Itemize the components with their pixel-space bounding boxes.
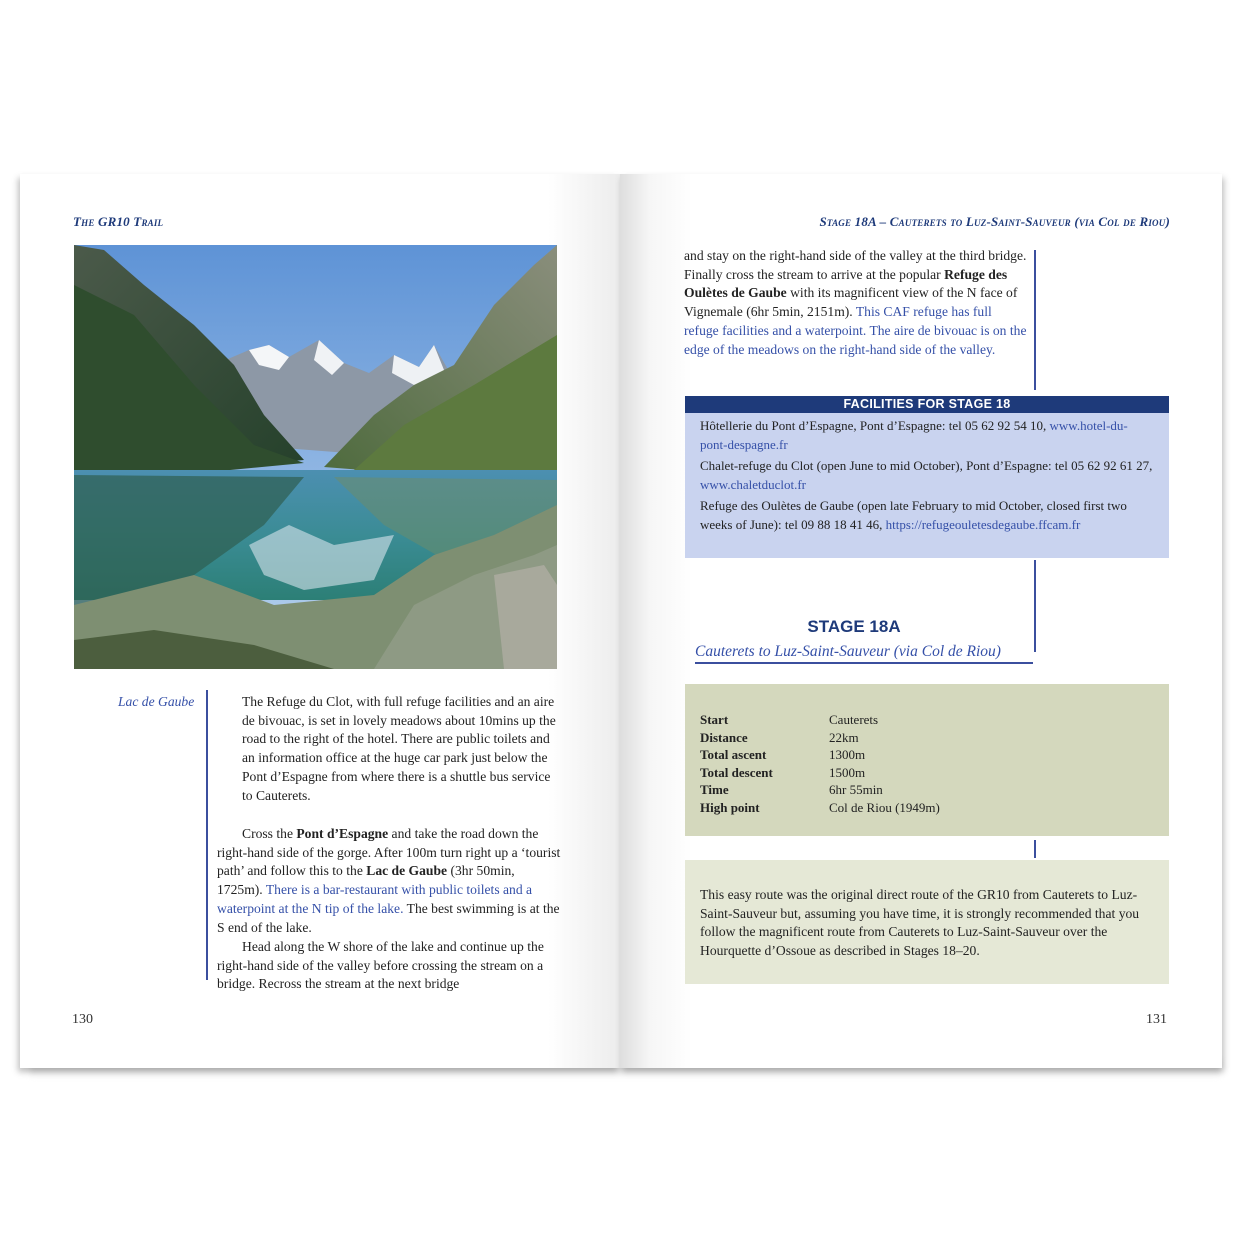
paragraph-w-shore: Head along the W shore of the lake and continue up the right-hand side of the valley before crossing the stream on a bridge. Recross the stream at the next bridge [217, 939, 544, 992]
facility-link[interactable]: www.chaletduclot.fr [700, 476, 807, 492]
margin-rule-right-top [1034, 250, 1036, 390]
running-head-right: Stage 18A – Cauterets to Luz-Saint-Sauveur (via Col de Riou) [819, 214, 1170, 229]
facility-item: Hôtellerie du Pont d’Espagne, Pont d’Espagne: tel 05 62 92 54 10, www.hotel-du-pont-despagne.fr [700, 418, 1128, 452]
paragraph-continued: and stay on the right-hand side of the valley at the third bridge. Finally cross the stream to arrive at the popular Refuge des Oulètes de Gaube with its magnificent view of the N face of Vignemale (6hr 5min, 2151m). This CAF refuge has full refuge facilities and a waterpoint. The aire de bivouac is on the edge of the meadows on the right-hand side of the valley. [684, 248, 1027, 357]
info-row: High point Col de Riou (1949m) [700, 799, 940, 815]
facility-item: Refuge des Oulètes de Gaube (open late February to mid October, closed first two weeks of June): tel 09 88 18 41 46, https://refugeouletesdegaube.ffcam.fr [700, 498, 1127, 532]
lac-de-gaube-image [74, 245, 557, 669]
info-row: Total descent 1500m [700, 764, 866, 780]
margin-rule-right-mid [1034, 560, 1036, 652]
running-head-left: The GR10 Trail [73, 214, 164, 229]
stage-title: STAGE 18A [807, 617, 901, 636]
stage-subtitle: Cauterets to Luz-Saint-Sauveur (via Col de Riou) [695, 643, 1001, 660]
facility-item: Chalet-refuge du Clot (open June to mid October), Pont d’Espagne: tel 05 62 92 61 27, www.chaletduclot.fr [700, 458, 1153, 492]
stage-underline [695, 662, 1033, 664]
page-number-right: 131 [1146, 1012, 1167, 1027]
info-row: Time 6hr 55min [700, 782, 883, 797]
info-row: Distance 22km [700, 729, 859, 745]
facility-link[interactable]: www.hotel-du-pont-despagne.fr [700, 418, 1128, 452]
paragraph-pont-despagne: Cross the Pont d’Espagne and take the road down the right-hand side of the gorge. After 100m turn right up a ‘tourist path’ and follow this to the Lac de Gaube (3hr 50min, 1725m). There is a bar-restaurant with public toilets and a waterpoint at the N tip of the lake. The best swimming is at the S end of the lake. [217, 826, 561, 935]
photo-caption: Lac de Gaube [118, 694, 195, 709]
facility-link[interactable]: https://refugeouletesdegaube.ffcam.fr [885, 516, 1081, 532]
facilities-box [685, 396, 1169, 558]
page-number-left: 130 [72, 1012, 93, 1027]
stage-intro-box [685, 860, 1169, 984]
paragraph-refuge-du-clot: The Refuge du Clot, with full refuge facilities and an aire de bivouac, is set in lovely meadows about 10mins up the road to the right of the hotel. There are public toilets and an information office at the huge car park just below the Pont d’Espagne from where there is a shuttle bus service to Cauterets. [242, 694, 556, 803]
facilities-list [685, 413, 1169, 534]
stage-info-table [700, 711, 940, 816]
stage-intro-text: This easy route was the original direct route of the GR10 from Cauterets to Luz-Saint-Sauveur but, assuming you have time, it is strongly recommended that you follow the magnificent route from Cauterets to Luz-Saint-Sauveur over the Hourquette d’Ossoue as described in Stages 18–20. [700, 887, 1140, 959]
left-page [20, 174, 620, 1068]
open-book [20, 174, 1222, 1068]
stage-info-box [685, 684, 1169, 836]
info-row: Start Cauterets [700, 712, 879, 727]
margin-rule-left [206, 690, 208, 980]
lake-photo [74, 245, 557, 669]
info-row: Total ascent 1300m [700, 747, 866, 762]
margin-rule-right-low [1034, 840, 1036, 858]
facilities-title: FACILITIES FOR STAGE 18 [685, 396, 1169, 413]
